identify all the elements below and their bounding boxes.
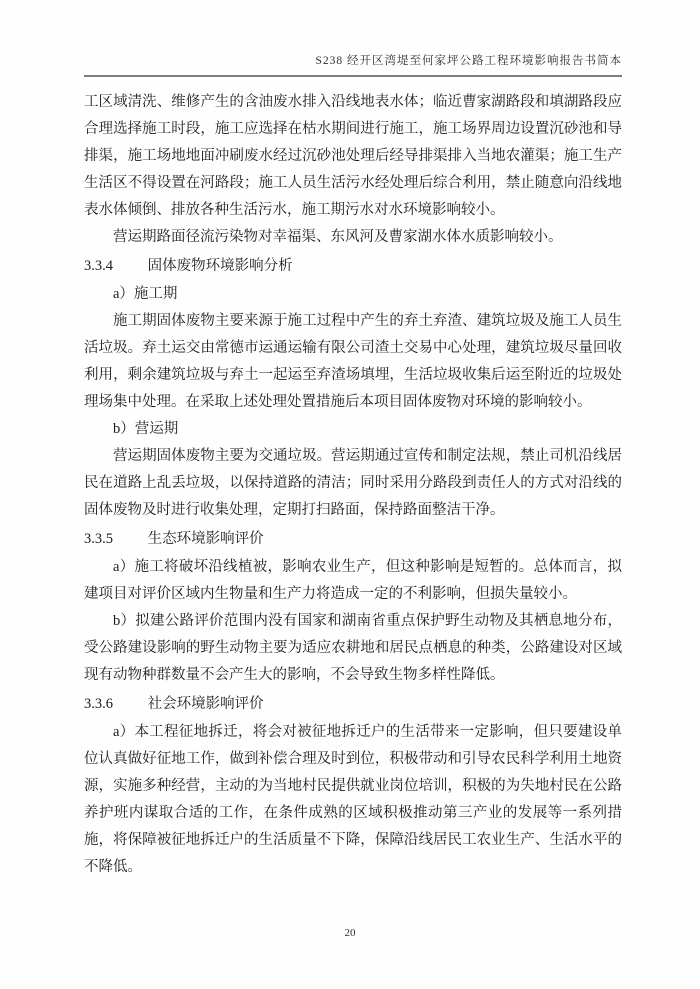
paragraph-operation-runoff: 营运期路面径流污染物对幸福渠、东风河及曹家湖水体水质影响较小。: [113, 229, 563, 245]
section-heading-3-3-5: [84, 526, 622, 553]
page-header-title: S238 经开区湾堤至何家坪公路工程环境影响报告书简本: [84, 54, 622, 77]
section-heading-3-3-4: [84, 253, 622, 280]
paragraph-water-pollution-cont: 工区域清洗、维修产生的含油废水排入沿线地表水体；临近曹家湖路段和填湖路段应合理选择施工时段，施工应选择在枯水期间进行施工，施工场界周边设置沉砂池和导排渠，施工场地地面冲刷废水经过沉砂池处理后经导排渠排入当地农灌渠；施工生产生活区不得设置在河路段；施工人员生活污水经处理后综合利用，禁止随意向沿线地表水体倾倒、排放各种生活污水，施工期污水对水环境影响较小。: [84, 94, 622, 218]
document-body: [84, 89, 622, 881]
paragraph-eco-impact-b: b）拟建公路评价范围内没有国家和湖南省重点保护野生动物及其栖息地分布，受公路建设影响的野生动物主要为适应农耕地和居民点栖息的种类，公路建设对区域现有动物种群数量不会产生大的影响，不会导致生物多样性降低。: [84, 613, 622, 683]
section-number: 3.3.5: [84, 531, 113, 547]
paragraph-construction-solid-waste: 施工期固体废物主要来源于施工过程中产生的弃土弃渣、建筑垃圾及施工人员生活垃圾。弃土运交由常德市运通运输有限公司渣土交易中心处理，建筑垃圾尽量回收利用，剩余建筑垃圾与弃土一起运至弃渣场填埋，生活垃圾收集后运至附近的垃圾处理场集中处理。在采取上述处理处置措施后本项目固体废物对环境的影响较小。: [84, 313, 622, 410]
section-title: 社会环境影响评价: [147, 696, 264, 712]
item-a-construction-period: a）施工期: [113, 286, 178, 302]
paragraph-operation-solid-waste: 营运期固体废物主要为交通垃圾。营运期通过宣传和制定法规，禁止司机沿线居民在道路上乱丢垃圾，以保持道路的清洁；同时采用分路段到责任人的方式对沿线的固体废物及时进行收集处理，定期打扫路面，保持路面整洁干净。: [84, 448, 622, 518]
section-number: 3.3.6: [84, 696, 113, 712]
page-number: 20: [344, 927, 356, 939]
section-number: 3.3.4: [84, 258, 113, 274]
paragraph-eco-impact-a: a）施工将破坏沿线植被，影响农业生产，但这种影响是短暂的。总体而言，拟建项目对评价区域内生物量和生产力将造成一定的不利影响，但损失量较小。: [84, 559, 622, 602]
paragraph-social-impact-a: a）本工程征地拆迁，将会对被征地拆迁户的生活带来一定影响，但只要建设单位认真做好征地工作，做到补偿合理及时到位，积极带动和引导农民科学利用土地资源，实施多种经营，主动的为当地村民提供就业岗位培训，积极的为失地村民在公路养护班内谋取合适的工作，在条件成熟的区域积极推动第三产业的发展等一系列措施，将保障被征地拆迁户的生活质量不下降，保障沿线居民工农业生产、生活水平的不降低。: [84, 724, 622, 875]
section-heading-3-3-6: [84, 691, 622, 718]
section-title: 生态环境影响评价: [147, 531, 264, 547]
item-b-operation-period: b）营运期: [113, 421, 179, 437]
section-title: 固体废物环境影响分析: [147, 258, 293, 274]
